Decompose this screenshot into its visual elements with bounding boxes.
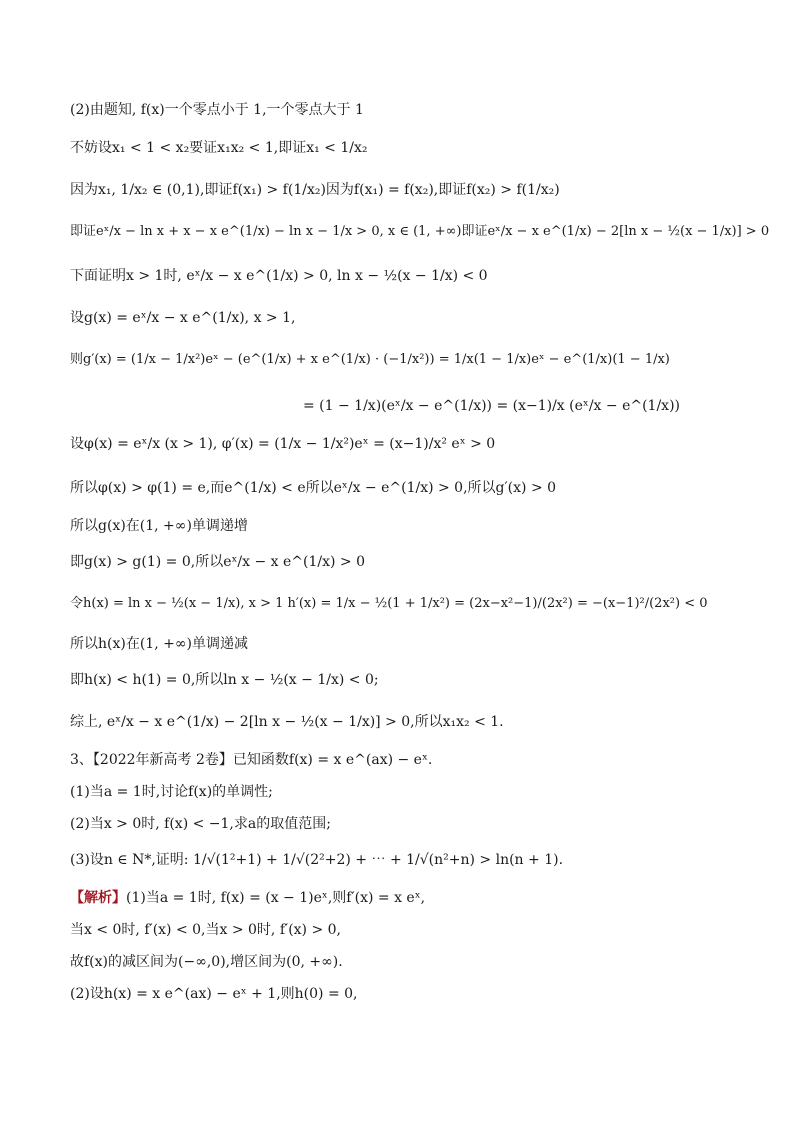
solution-line-6: 设g(x) = eˣ/x − x e^(1/x), x > 1, xyxy=(70,310,296,326)
solution-line-9: 设φ(x) = eˣ/x (x > 1), φ′(x) = (1/x − 1/x²)eˣ = (x−1)/x² eˣ > 0 xyxy=(70,436,496,452)
solution-line-16: 综上, eˣ/x − x e^(1/x) − 2[ln x − ½(x − 1/x)] > 0,所以x₁x₂ < 1. xyxy=(70,714,504,730)
solution-line-3: 因为x₁, 1/x₂ ∈ (0,1),即证f(x₁) > f(1/x₂)因为f(x₁) = f(x₂),即证f(x₂) > f(1/x₂) xyxy=(70,182,560,198)
analysis-line-2: 当x < 0时, f′(x) < 0,当x > 0时, f′(x) > 0, xyxy=(70,922,342,938)
problem-3-heading: 3、【2022年新高考 2卷】已知函数f(x) = x e^(ax) − eˣ. xyxy=(70,752,433,768)
problem-3-part-3: (3)设n ∈ N*,证明: 1/√(1²+1) + 1/√(2²+2) + ⋯ + 1/√(n²+n) > ln(n + 1). xyxy=(70,852,564,868)
solution-line-11: 所以g(x)在(1, +∞)单调递增 xyxy=(70,518,248,534)
solution-line-1: (2)由题知, f(x)一个零点小于 1,一个零点大于 1 xyxy=(70,102,364,118)
analysis-label: 【解析】 xyxy=(70,890,126,906)
analysis-line-4: (2)设h(x) = x e^(ax) − eˣ + 1,则h(0) = 0, xyxy=(70,986,358,1002)
solution-line-5: 下面证明x > 1时, eˣ/x − x e^(1/x) > 0, ln x − ½(x − 1/x) < 0 xyxy=(70,268,488,284)
problem-3-part-1: (1)当a = 1时,讨论f(x)的单调性; xyxy=(70,784,273,800)
solution-line-12: 即g(x) > g(1) = 0,所以eˣ/x − x e^(1/x) > 0 xyxy=(70,554,365,570)
solution-line-8: = (1 − 1/x)(eˣ/x − e^(1/x)) = (x−1)/x (eˣ/x − e^(1/x)) xyxy=(303,398,681,414)
analysis-line-3: 故f(x)的减区间为(−∞,0),增区间为(0, +∞). xyxy=(70,954,343,970)
solution-line-2: 不妨设x₁ < 1 < x₂要证x₁x₂ < 1,即证x₁ < 1/x₂ xyxy=(70,140,368,156)
problem-3-part-2: (2)当x > 0时, f(x) < −1,求a的取值范围; xyxy=(70,816,331,832)
solution-line-7: 则g′(x) = (1/x − 1/x²)eˣ − (e^(1/x) + x e^(1/x) · (−1/x²)) = 1/x(1 − 1/x)eˣ − e^(1/x)(1 − 1/x) xyxy=(70,352,670,367)
solution-line-4: 即证eˣ/x − ln x + x − x e^(1/x) − ln x − 1/x > 0, x ∈ (1, +∞)即证eˣ/x − x e^(1/x) − 2[ln x − ½(x − 1/x)] > 0 xyxy=(70,224,770,239)
solution-line-13: 令h(x) = ln x − ½(x − 1/x), x > 1 h′(x) = 1/x − ½(1 + 1/x²) = (2x−x²−1)/(2x²) = −(x−1)²/(2x²) < 0 xyxy=(70,596,708,611)
solution-line-14: 所以h(x)在(1, +∞)单调递减 xyxy=(70,636,248,652)
solution-line-15: 即h(x) < h(1) = 0,所以ln x − ½(x − 1/x) < 0; xyxy=(70,672,379,688)
solution-line-10: 所以φ(x) > φ(1) = e,而e^(1/x) < e所以eˣ/x − e^(1/x) > 0,所以g′(x) > 0 xyxy=(70,480,557,496)
analysis-line-1: 【解析】(1)当a = 1时, f(x) = (x − 1)eˣ,则f′(x) = x eˣ, xyxy=(70,890,426,906)
